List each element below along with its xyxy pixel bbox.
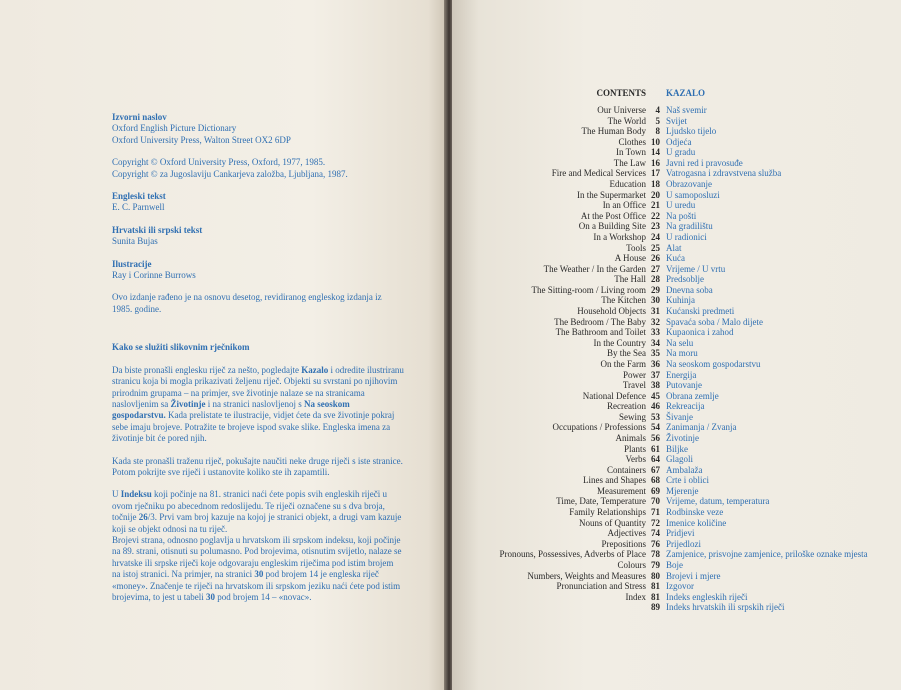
contents-english-title: Recreation <box>607 401 646 412</box>
contents-page-number: 14 <box>651 147 660 158</box>
contents-row <box>452 243 901 254</box>
contents-croatian-title: Na gradilištu <box>666 221 713 232</box>
contents-croatian-title: Glagoli <box>666 454 693 465</box>
contents-english-title: At the Post Office <box>580 210 646 221</box>
contents-croatian-title: Kuhinja <box>666 295 695 306</box>
contents-english-title: Family Relationships <box>569 507 646 518</box>
howto-paragraph-2: Kada ste pronašli traženu riječ, pokušajte naučiti neke druge riječi s iste stranice. Potom pokrijte sve riječi i ustanovite koliko ste ih zapamtili. <box>112 455 403 477</box>
contents-english-title: Containers <box>607 464 646 475</box>
contents-row <box>452 147 901 158</box>
contents-english-title: Tools <box>626 242 646 253</box>
contents-english-title: Adjectives <box>607 528 646 539</box>
contents-croatian-title: Ambalaža <box>666 464 703 475</box>
contents-english-title: The Kitchen <box>601 295 646 306</box>
contents-croatian-title: Svijet <box>666 115 688 126</box>
contents-row <box>452 359 901 370</box>
contents-croatian-title: Dnevna soba <box>666 284 713 295</box>
contents-row <box>452 274 901 285</box>
contents-page-number: 17 <box>651 168 660 179</box>
contents-english-title: Occupations / Professions <box>552 422 646 433</box>
contents-english-title: Index <box>625 591 646 602</box>
contents-english-title: In Town <box>616 147 646 158</box>
contents-page-number: 27 <box>651 263 660 274</box>
contents-english-title: Animals <box>615 432 646 443</box>
contents-page-number: 18 <box>651 179 660 190</box>
contents-english-title: In a Workshop <box>593 231 646 242</box>
contents-croatian-title: U samoposluzi <box>666 189 720 200</box>
contents-croatian-title: Odjeća <box>666 136 692 147</box>
contents-croatian-title: Crte i oblici <box>666 475 709 486</box>
left-page <box>0 0 446 690</box>
contents-page-number: 68 <box>651 475 660 486</box>
contents-row <box>452 486 901 497</box>
contents-croatian-title: Na seoskom gospodarstvu <box>666 358 761 369</box>
contents-page-number: 89 <box>651 602 660 613</box>
contents-page-number: 22 <box>651 210 660 221</box>
contents-english-title: Prepositions <box>601 538 646 549</box>
contents-row <box>452 518 901 529</box>
contents-croatian-title: U gradu <box>666 147 696 158</box>
contents-row <box>452 348 901 359</box>
illustrations-authors: Ray i Corinne Burrows <box>112 270 196 281</box>
contents-page-number: 78 <box>651 549 660 560</box>
contents-english-title: The Sitting-room / Living room <box>531 284 646 295</box>
contents-croatian-title: Ljudsko tijelo <box>666 126 717 137</box>
contents-page-number: 8 <box>655 126 660 137</box>
contents-row <box>452 253 901 264</box>
original-title-heading: Izvorni naslov <box>112 112 167 122</box>
contents-page-number: 28 <box>651 274 660 285</box>
contents-row <box>452 327 901 338</box>
contents-page-number: 38 <box>651 380 660 391</box>
contents-row <box>452 126 901 137</box>
contents-english-title: Our Universe <box>597 105 646 115</box>
contents-row <box>452 571 901 582</box>
contents-english-title: Verbs <box>625 454 646 465</box>
contents-row <box>452 412 901 423</box>
contents-row <box>452 306 901 317</box>
contents-page-number: 25 <box>651 242 660 253</box>
contents-english-title: Fire and Medical Services <box>551 168 646 179</box>
contents-row <box>452 422 901 433</box>
contents-english-title: The Hall <box>614 274 646 285</box>
contents-row <box>452 137 901 148</box>
contents-page-number: 54 <box>651 422 660 433</box>
contents-croatian-title: Na moru <box>666 348 698 359</box>
contents-croatian-title: Šivanje <box>666 411 693 422</box>
contents-croatian-title: Pridjevi <box>666 528 695 539</box>
illustrations-heading: Ilustracije <box>112 258 152 269</box>
contents-croatian-title: Spavaća soba / Malo dijete <box>666 316 763 327</box>
contents-page-number: 20 <box>651 189 660 200</box>
contents-page-number: 53 <box>651 411 660 422</box>
contents-page-number: 70 <box>651 496 660 507</box>
contents-croatian-title: Obrana zemlje <box>666 390 719 401</box>
contents-english-title: In an Office <box>602 200 646 211</box>
imprint-column <box>112 112 404 603</box>
contents-page-number: 34 <box>651 337 660 348</box>
contents-page-number: 29 <box>651 284 660 295</box>
contents-croatian-title: Na selu <box>666 337 694 348</box>
contents-page-number: 71 <box>651 507 660 518</box>
contents-row <box>452 285 901 296</box>
contents-croatian-title: Naš svemir <box>666 105 707 115</box>
contents-english-title: Education <box>609 179 646 190</box>
contents-page-number: 81 <box>651 591 660 602</box>
right-page <box>452 0 901 690</box>
contents-croatian-title: Kuća <box>666 253 685 264</box>
contents-croatian-title: Rodbinske veze <box>666 507 724 518</box>
contents-page-number: 37 <box>651 369 660 380</box>
contents-page-number: 5 <box>655 115 660 126</box>
contents-english-title: Measurement <box>597 485 646 496</box>
contents-row <box>452 465 901 476</box>
contents-row <box>452 592 901 603</box>
contents-row <box>452 391 901 402</box>
contents-row <box>452 496 901 507</box>
contents-croatian-title: Prijedlozi <box>666 538 701 549</box>
contents-page-number: 32 <box>651 316 660 327</box>
contents-row <box>452 475 901 486</box>
contents-croatian-title: Kućanski predmeti <box>666 306 735 317</box>
contents-row <box>452 602 901 613</box>
contents-english-title: The Weather / In the Garden <box>543 263 646 274</box>
contents-english-title: On a Building Site <box>578 221 646 232</box>
contents-page-number: 35 <box>651 348 660 359</box>
contents-row <box>452 401 901 412</box>
contents-english-title: The Bedroom / The Baby <box>554 316 646 327</box>
contents-page-number: 26 <box>651 253 660 264</box>
contents-english-title: Plants <box>623 443 646 454</box>
contents-row <box>452 549 901 560</box>
contents-row <box>452 370 901 381</box>
contents-english-title: In the Supermarket <box>577 189 646 200</box>
original-title: Oxford English Picture Dictionary <box>112 123 237 134</box>
contents-english-title: Household Objects <box>577 306 646 317</box>
contents-english-title: By the Sea <box>607 348 646 359</box>
contents-row <box>452 560 901 571</box>
contents-page-number: 64 <box>651 454 660 465</box>
contents-page-number: 45 <box>651 390 660 401</box>
contents-page-number: 4 <box>655 105 660 115</box>
contents-croatian-title: Rekreacija <box>666 401 705 412</box>
contents-page-number: 69 <box>651 485 660 496</box>
contents-page-number: 72 <box>651 517 660 528</box>
contents-croatian-title: Javni red i pravosuđe <box>666 157 743 168</box>
edition-note: Ovo izdanje rađeno je na osnovu desetog, revidiranog engleskog izdanja iz 1985. godine. <box>112 292 382 314</box>
contents-croatian-title: U uredu <box>666 200 696 211</box>
contents-english-title: National Defence <box>582 390 646 401</box>
contents-croatian-title: Životinje <box>666 432 699 443</box>
contents-row <box>452 507 901 518</box>
contents-croatian-title: Izgovor <box>666 581 694 592</box>
contents-row <box>452 168 901 179</box>
contents-english-title: The Bathroom and Toilet <box>555 327 646 338</box>
contents-english-title: Colours <box>617 559 646 570</box>
contents-page-number: 74 <box>651 528 660 539</box>
contents-croatian-title: Alat <box>666 242 682 253</box>
contents-english-title: In the Country <box>593 337 646 348</box>
contents-page-number: 79 <box>651 559 660 570</box>
contents-english-title: The World <box>607 115 646 126</box>
contents-row <box>452 158 901 169</box>
contents-croatian-title: Zanimanja / Zvanja <box>666 422 737 433</box>
english-text-author: E. C. Parnwell <box>112 202 165 213</box>
contents-page-number: 31 <box>651 306 660 317</box>
contents-row <box>452 116 901 127</box>
contents-croatian-title: Mjerenje <box>666 485 699 496</box>
contents-english-title: On the Farm <box>600 358 646 369</box>
contents-croatian-title: Indeks engleskih riječi <box>666 591 748 602</box>
contents-page-number: 21 <box>651 200 660 211</box>
contents-english-title: Clothes <box>618 136 646 147</box>
contents-croatian-title: Boje <box>666 559 683 570</box>
copyright-line-2: Copyright © za Jugoslaviju Cankarjeva založba, Ljubljana, 1987. <box>112 168 348 179</box>
copyright-line-1: Copyright © Oxford University Press, Oxford, 1977, 1985. <box>112 157 326 168</box>
contents-page-number: 56 <box>651 432 660 443</box>
howto-paragraph-4: Brojevi strana, odnosno poglavlja u hrvatskom ili srpskom indeksu, koji počinje na 89. strani, otisnuti su polumasno. Pod brojevima, otisnutim svijetlo, nalaze se hrvatske ili srpske riječi koje odgovaraju engleskim riječima pod istim brojem na istoj stranici. Na primjer, na stranici 30 pod brojem 14 je engleska riječ «money». Značenje te riječi na hrvatskom ili srpskom jeziku naći ćete pod istim brojevima, to jest u tabeli 30 pod brojem 14 – «novac». <box>112 534 402 602</box>
contents-row <box>452 380 901 391</box>
kazalo-heading: KAZALO <box>666 88 706 98</box>
contents-croatian-title: Brojevi i mjere <box>666 570 721 581</box>
contents-page-number: 61 <box>651 443 660 454</box>
contents-english-title: Travel <box>622 380 646 391</box>
contents-row <box>452 444 901 455</box>
contents-english-title: Sewing <box>619 411 646 422</box>
contents-row <box>452 295 901 306</box>
contents-croatian-title: Vrijeme, datum, temperatura <box>666 496 770 507</box>
contents-heading: CONTENTS <box>596 88 646 98</box>
contents-croatian-title: U radionici <box>666 231 707 242</box>
contents-croatian-title: Predsoblje <box>666 274 704 285</box>
contents-croatian-title: Indeks hrvatskih ili srpskih riječi <box>666 602 785 613</box>
contents-row <box>452 221 901 232</box>
croatian-text-heading: Hrvatski ili srpski tekst <box>112 224 203 235</box>
contents-row <box>452 581 901 592</box>
contents-english-title: Nouns of Quantity <box>579 517 646 528</box>
howto-paragraph-3: U Indeksu koji počinje na 81. stranici naći ćete popis svih engleskih riječi u ovom rječniku po abecednom redoslijedu. Te riječi označene su s dva broja, točnije 26/3. Prvi vam broj kazuje na kojoj je stranici objekt, a drugi vam kazuje koji se objekt odnosi na tu riječ. <box>112 489 402 534</box>
contents-croatian-title: Imenice količine <box>666 517 727 528</box>
contents-row <box>452 454 901 465</box>
contents-row <box>452 105 901 116</box>
english-text-heading: Engleski tekst <box>112 191 166 202</box>
contents-croatian-title: Vrijeme / U vrtu <box>666 263 726 274</box>
contents-page-number: 76 <box>651 538 660 549</box>
contents-row <box>452 317 901 328</box>
contents-croatian-title: Na pošti <box>666 210 697 221</box>
contents-croatian-title: Putovanje <box>666 380 702 391</box>
contents-row <box>452 539 901 550</box>
contents-croatian-title: Obrazovanje <box>666 179 712 190</box>
contents-row <box>452 433 901 444</box>
publisher: Oxford University Press, Walton Street OX2 6DP <box>112 134 291 145</box>
contents-row <box>452 528 901 539</box>
contents-row <box>452 179 901 190</box>
contents-row <box>452 190 901 201</box>
contents-page-number: 46 <box>651 401 660 412</box>
contents-english-title: Pronunciation and Stress <box>556 581 646 592</box>
contents-page-number: 23 <box>651 221 660 232</box>
contents-page-number: 10 <box>651 136 660 147</box>
contents-croatian-title: Energija <box>666 369 697 380</box>
contents-page-number: 33 <box>651 327 660 338</box>
contents-row <box>452 264 901 275</box>
contents-page-number: 30 <box>651 295 660 306</box>
croatian-text-author: Sunita Bujas <box>112 236 158 247</box>
contents-row <box>452 200 901 211</box>
contents-english-title: Numbers, Weights and Measures <box>527 570 646 581</box>
contents-page-number: 36 <box>651 358 660 369</box>
contents-page-number: 16 <box>651 157 660 168</box>
howto-heading: Kako se služiti slikovnim rječnikom <box>112 342 250 353</box>
contents-croatian-title: Vatrogasna i zdravstvena služba <box>666 168 782 179</box>
contents-english-title: The Law <box>613 157 646 168</box>
contents-croatian-title: Zamjenice, prisvojne zamjenice, priloške oznake mjesta <box>666 549 868 560</box>
contents-row <box>452 338 901 349</box>
contents-english-title: Lines and Shapes <box>583 475 646 486</box>
contents-english-title: Power <box>623 369 646 380</box>
contents-english-title: Pronouns, Possessives, Adverbs of Place <box>499 549 646 560</box>
contents-english-title: A House <box>614 253 646 264</box>
contents-row <box>452 211 901 222</box>
contents-page-number: 80 <box>651 570 660 581</box>
contents-croatian-title: Kupaonica i zahod <box>666 327 734 338</box>
contents-croatian-title: Biljke <box>666 443 688 454</box>
contents-row <box>452 232 901 243</box>
contents-english-title: The Human Body <box>581 126 646 137</box>
contents-page-number: 67 <box>651 464 660 475</box>
contents-page-number: 81 <box>651 581 660 592</box>
howto-paragraph-1: Da biste pronašli englesku riječ za nešto, pogledajte Kazalo i odredite ilustriranu stranicu koja bi mogla prikazivati željenu riječ. Objekti su svrstani po njihovim prirodnim grupama – na primjer, sve životinje nalaze se na stranicama naslovljenim sa Životinje i na stranici naslovljenoj s Na seoskom gospodarstvu. Kada prelistate te ilustracije, vidjet ćete da sve životinje pokraj sebe imaju brojeve. Potražite te brojeve ispod svake slike. Engleska imena za životinje bit će pored njih. <box>112 364 404 444</box>
contents-english-title: Time, Date, Temperature <box>556 496 646 507</box>
contents-page-number: 24 <box>651 231 660 242</box>
